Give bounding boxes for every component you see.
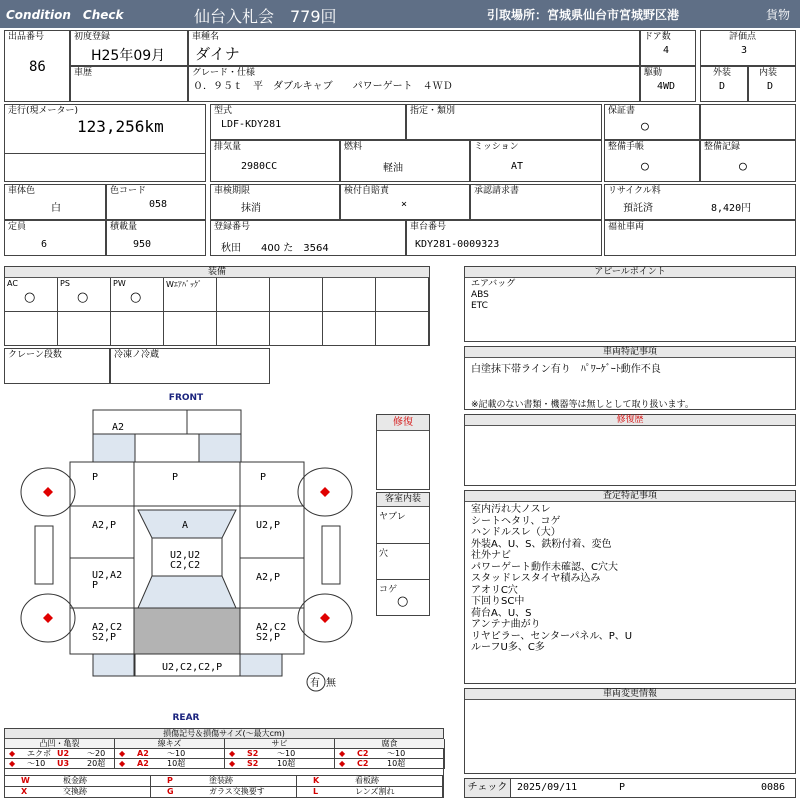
legend-text: 10超 (167, 759, 186, 768)
assessment-line: 外装A、U、S、鉄粉付着、変色 (471, 538, 612, 550)
legend-row (115, 759, 225, 769)
recycle-amount: 8,420円 (711, 203, 752, 214)
legend-text: 20超 (87, 759, 106, 768)
special-title: 車両特記事項 (465, 347, 795, 358)
chassis-cell: 車台番号 KDY281-0009323 (406, 220, 602, 256)
check-code: P (619, 782, 626, 793)
disp-cell: 排気量 2980CC (210, 140, 340, 182)
legend-bottom-cell (151, 786, 297, 797)
reg-cell: 登録番号 秋田 400 た 3564 (210, 220, 406, 256)
legend-row (225, 749, 335, 759)
grade: ０．９５ｔ 平 ダブルキャブ パワーゲート ４ＷＤ (193, 81, 453, 92)
manual: ○ (641, 159, 649, 174)
legend-diamond: ◆ (9, 759, 16, 768)
legend-bottom-cell (151, 775, 297, 786)
legend-bottom-cell (5, 786, 151, 797)
repair-history-box (464, 414, 796, 486)
legend-text: C2 (357, 749, 369, 758)
equipment-slot (58, 312, 111, 346)
assessment-line: 室内汚れ大ノスレ (471, 504, 551, 515)
change-box (464, 688, 796, 774)
repair-history-title: 修復歴 (465, 415, 795, 426)
legend-text: ～10 (27, 759, 46, 768)
legend-code: K (313, 776, 320, 785)
legend-diamond: ◆ (229, 759, 236, 768)
assessment-line: ハンドルスレ（大） (471, 527, 561, 538)
legend-text: A2 (137, 759, 149, 768)
legend-group-name: 凸凹・亀裂 (5, 739, 115, 749)
equipment-mark: ○ (130, 290, 142, 305)
lot-cell: 出品番号 86 (4, 30, 70, 102)
legend-text: エクボ (27, 749, 51, 758)
equipment-slot (376, 278, 429, 312)
equipment-slot (270, 278, 323, 312)
registration: 秋田 400 た 3564 (221, 243, 329, 254)
pickup-location: 引取場所：宮城県仙台市宮城野区港 (487, 8, 680, 22)
history-cell: 車歴 (70, 66, 188, 102)
appeal-line: ABS (471, 290, 489, 300)
legend-group-name: 腐食 (335, 739, 445, 749)
legend-diamond: ◆ (9, 749, 16, 758)
legend-text: ～10 (167, 749, 186, 758)
legend-row (335, 759, 445, 769)
legend-text: ～10 (387, 749, 406, 758)
dmg-rear-c: U2,C2,C2,P (162, 662, 223, 673)
assessment-line: アオリC穴 (471, 584, 518, 596)
legend-text: 10超 (387, 759, 406, 768)
mileage: 123,256km (77, 117, 164, 136)
equipment-slot (217, 312, 270, 346)
assessment-line: 社外ナビ (471, 550, 511, 561)
legend-text: 10超 (277, 759, 296, 768)
dmg-door-fl: A2,P (92, 520, 117, 531)
appeal-title: アピールポイント (465, 267, 795, 278)
dmg-bed-r: A2,C2 S2,P (256, 622, 287, 643)
legend-diamond: ◆ (339, 749, 346, 758)
assessment-line: パワーゲート動作未確認、C穴大 (471, 561, 618, 573)
equipment-slot (164, 278, 217, 312)
legend-row (5, 749, 115, 759)
equipment-slot (111, 312, 164, 346)
insurance: × (401, 199, 408, 210)
equipment-slot (270, 312, 323, 346)
displacement: 2980CC (241, 161, 278, 172)
manual-cell: 整備手帳 ○ (604, 140, 700, 182)
header-bar (0, 0, 800, 28)
dmg-hood-c: P (172, 472, 179, 483)
sunroof-yes: 有 (310, 678, 320, 689)
legend-diamond: ◆ (119, 759, 126, 768)
sunroof-no: 無 (326, 678, 336, 689)
equipment-box (4, 266, 430, 346)
assessment-line: 下回りSC中 (471, 596, 525, 607)
legend-text: S2 (247, 749, 259, 758)
legend-text: A2 (137, 749, 149, 758)
interior-mark: ○ (397, 594, 409, 609)
assessment-line: アンテナ曲がり (471, 619, 541, 630)
equipment-label: Wｴｱﾊﾞｯｸﾞ (166, 280, 202, 289)
freezer-cell: 冷凍ノ冷蔵 (110, 348, 270, 384)
legend-desc: 看板跡 (355, 776, 379, 785)
fuel: 軽油 (383, 163, 403, 174)
assessment-line: ルーフU多、C多 (471, 642, 545, 653)
legend-desc: ガラス交換要す (209, 787, 265, 796)
equipment-label: AC (7, 279, 18, 288)
special-line: 白塗抹下帯ライン有り ﾊﾟﾜｰｹﾞｰﾄ動作不良 (471, 364, 661, 375)
legend-desc: 塗装跡 (209, 776, 233, 785)
assessment-box (464, 490, 796, 684)
legend-text: U3 (57, 759, 70, 768)
record: ○ (739, 159, 747, 174)
repair-box (376, 414, 430, 490)
repair-title: 修復 (377, 415, 429, 431)
capacity-cell: 定員 6 (4, 220, 106, 256)
color-code: 058 (149, 199, 168, 210)
crane-cell: クレーン段数 (4, 348, 110, 384)
rear-label: REAR (172, 713, 200, 723)
header-title: Condition Check (6, 8, 124, 22)
designation-cell: 指定・類別 (406, 104, 602, 140)
legend-bottom-cell (5, 775, 151, 786)
chassis: KDY281-0009323 (415, 239, 500, 250)
legend-desc: 板金跡 (63, 776, 87, 785)
dmg-windshield: A (182, 520, 189, 531)
change-title: 車両変更情報 (465, 689, 795, 700)
int-cell: 内装 D (748, 66, 796, 102)
insurance-cell: 検付自賠責 × (340, 184, 470, 220)
model: LDF-KDY281 (221, 119, 282, 130)
check-bar (464, 778, 796, 798)
legend-diamond: ◆ (339, 759, 346, 768)
legend-row (115, 749, 225, 759)
first-reg-cell: 初度登録 H25年09月 (70, 30, 188, 66)
mission-cell: ミッション AT (470, 140, 602, 182)
equipment-label: PW (113, 279, 126, 288)
interior-label: コゲ (379, 585, 398, 595)
equipment-slot (58, 278, 111, 312)
legend-code: P (167, 776, 173, 785)
recycle-cell: リサイクル料 預託済 8,420円 (604, 184, 796, 220)
front-label: FRONT (168, 393, 204, 403)
color-cell: 車体色 白 (4, 184, 106, 220)
equipment-title: 装備 (5, 267, 429, 278)
claim-cell: 承認請求書 (470, 184, 602, 220)
equipment-slot (164, 312, 217, 346)
assessment-title: 査定特記事項 (465, 491, 795, 502)
legend-bottom-cell (297, 786, 443, 797)
vehicle-diagram (0, 386, 376, 726)
name-cell: 車種名 ダイナ (188, 30, 640, 66)
record-cell: 整備記録 ○ (700, 140, 796, 182)
equipment-slot (323, 278, 376, 312)
appeal-box (464, 266, 796, 342)
dmg-door-rl: U2,A2 P (92, 570, 123, 591)
equipment-slot (111, 278, 164, 312)
welfare-cell: 福祉車両 (604, 220, 796, 256)
code-cell: 色コード 058 (106, 184, 206, 220)
legend-title: 損傷記号＆損傷サイズ(～最大cm) (5, 729, 443, 739)
score-cell: 評価点 3 (700, 30, 796, 66)
check-date: 2025/09/11 (517, 782, 578, 793)
warranty-cell: 保証書 ○ (604, 104, 700, 140)
legend-row (335, 749, 445, 759)
legend-text: ～20 (87, 749, 106, 758)
interior-item (377, 543, 429, 579)
load: 950 (133, 239, 152, 250)
legend-code: L (313, 787, 319, 796)
interior-title: 客室内装 (377, 493, 429, 507)
grade-cell: グレード・仕様 ０．９５ｔ 平 ダブルキャブ パワーゲート ４ＷＤ (188, 66, 640, 102)
legend-code: G (167, 787, 174, 796)
drive-cell: 駆動 4WD (640, 66, 696, 102)
equipment-mark: ○ (24, 290, 36, 305)
inspect-cell: 車検期限 抹消 (210, 184, 340, 220)
first-reg: H25年09月 (91, 48, 166, 64)
warranty: ○ (641, 119, 649, 134)
check-label: チェック (465, 779, 511, 797)
auction-title: 仙台入札会 779回 (194, 7, 337, 26)
interior-label: 穴 (379, 549, 389, 559)
legend-row (5, 759, 115, 769)
appeal-line: ETC (471, 301, 488, 311)
warranty-blank (700, 104, 796, 140)
assessment-line: 荷台A、U、S (471, 607, 532, 619)
dmg-roof-front: A2 (112, 422, 125, 433)
drive: 4WD (657, 81, 676, 92)
legend-row (225, 759, 335, 769)
legend-bottom-cell (297, 775, 443, 786)
legend-desc: レンズ割れ (355, 787, 395, 796)
legend-text: C2 (357, 759, 369, 768)
legend-diamond: ◆ (119, 749, 126, 758)
equipment-slot (217, 278, 270, 312)
special-note: ※記載のない書類・機器等は無しとして取り扱います。 (471, 400, 694, 410)
legend-code: W (21, 776, 30, 785)
doors: 4 (663, 45, 670, 56)
ext-grade: D (719, 81, 726, 92)
inspect: 抹消 (241, 203, 261, 214)
equipment-label: PS (60, 279, 70, 288)
equipment-slot (5, 312, 58, 346)
legend-diamond: ◆ (229, 749, 236, 758)
score: 3 (741, 45, 748, 56)
assessment-line: リヤピラー、センターパネル、P、U (471, 630, 633, 642)
equipment-mark: ○ (77, 290, 89, 305)
legend-text: S2 (247, 759, 259, 768)
equipment-slot (323, 312, 376, 346)
int-grade: D (767, 81, 774, 92)
ext-cell: 外装 D (700, 66, 748, 102)
special-box (464, 346, 796, 410)
interior-box (376, 492, 430, 616)
dmg-cab-c: U2,U2 C2,C2 (170, 550, 201, 571)
dmg-door-rr: A2,P (256, 572, 281, 583)
legend-text: ～10 (277, 749, 296, 758)
check-number: 0086 (761, 782, 786, 793)
mileage-cell: 走行(現メーター) 123,256km (4, 104, 206, 182)
legend-group-name: サビ (225, 739, 335, 749)
equipment-slot (376, 312, 429, 346)
equipment-slot (5, 278, 58, 312)
fuel-cell: 燃料 軽油 (340, 140, 470, 182)
dmg-hood-r: P (260, 472, 267, 483)
appeal-line: エアバッグ (471, 279, 516, 289)
capacity: 6 (41, 239, 48, 250)
mission: AT (511, 161, 524, 172)
assessment-line: スタッドレスタイヤ積み込み (471, 573, 601, 584)
lot-number: 86 (29, 59, 46, 75)
assessment-line: シートヘタリ、コゲ (471, 515, 561, 527)
dmg-bed-l: A2,C2 S2,P (92, 622, 123, 643)
dmg-door-fr: U2,P (256, 520, 281, 531)
interior-label: ヤブレ (379, 512, 406, 522)
recycle-state: 預託済 (623, 203, 653, 214)
load-cell: 積載量 950 (106, 220, 206, 256)
dmg-hood-l: P (92, 472, 99, 483)
interior-item (377, 579, 429, 615)
legend-group-name: 線キズ (115, 739, 225, 749)
color: 白 (51, 203, 61, 214)
interior-item (377, 507, 429, 543)
legend-box (4, 728, 444, 798)
doors-cell: ドア数 4 (640, 30, 696, 66)
vehicle-category: 貨物 (766, 8, 791, 22)
legend-code: X (21, 787, 28, 796)
car-name: ダイナ (195, 45, 240, 63)
legend-text: U2 (57, 749, 70, 758)
legend-desc: 交換跡 (63, 787, 87, 796)
model-cell: 型式 LDF-KDY281 (210, 104, 406, 140)
